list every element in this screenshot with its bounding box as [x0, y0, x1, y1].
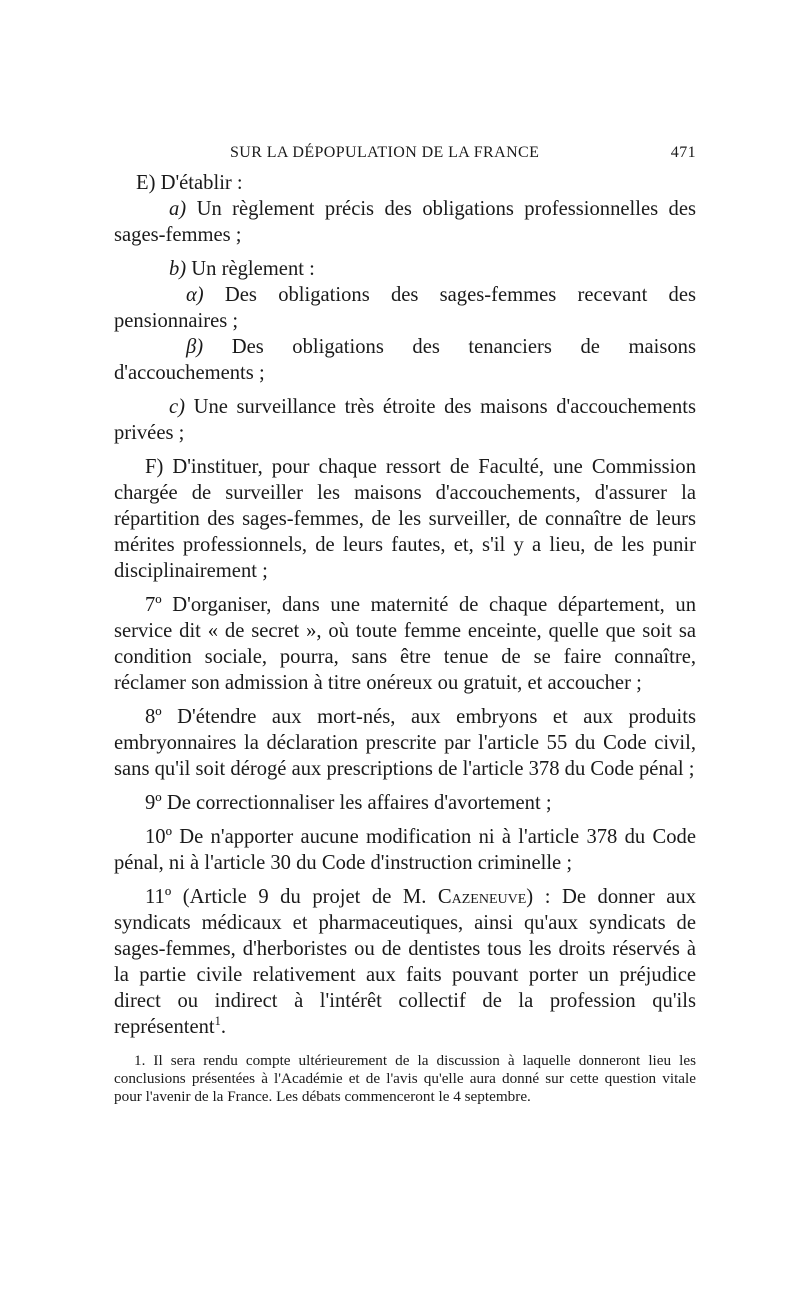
paragraph-e-a [114, 196, 696, 248]
paragraph-e-heading [114, 170, 696, 196]
item-11-prefix: 11º (Article 9 du projet de M. [145, 886, 438, 908]
footnote-text: 1. Il sera rendu compte ultérieurement de la discussion à laquelle donneront lieu les conclusions présentées à l'Académie et de l'avis qu'elle aura donné sur cette question vitale pour l'avenir de la France. Les débats commenceront le 4 septembre. [114, 1052, 696, 1105]
paragraph-f [114, 454, 696, 584]
paragraph-e-b-alpha [114, 282, 696, 334]
footnote-reference: 1 [214, 1014, 221, 1029]
e-heading-text: E) D'établir : [136, 172, 243, 194]
e-b-beta-letter: β) [186, 336, 204, 358]
f-text: F) D'instituer, pour chaque ressort de Faculté, une Commission chargée de surveiller les maisons d'accouchements, d'assurer la répartition des sages-femmes, de les surveiller, de connaître de leurs mérites professionnels, de leurs fautes, et, s'il y a lieu, de les punir disciplinairement ; [114, 456, 696, 582]
running-head-title: SUR LA DÉPOPULATION DE LA FRANCE [230, 144, 540, 161]
body-text [114, 170, 696, 1040]
paragraph-item-9 [114, 790, 696, 816]
e-a-text: Un règlement précis des obligations professionnelles des sages-femmes ; [114, 198, 696, 246]
e-b-beta-text: Des obligations des tenanciers de maisons d'accouchements ; [114, 336, 696, 384]
item-11-end: . [220, 1016, 226, 1038]
e-c-text: Une surveillance très étroite des maisons d'accouchements privées ; [114, 396, 696, 444]
page-number: 471 [670, 144, 696, 161]
paragraph-item-8 [114, 704, 696, 782]
item-9-text: 9º De correctionnaliser les affaires d'avortement ; [145, 792, 552, 814]
book-page [114, 144, 696, 1106]
paragraph-item-11 [114, 884, 696, 1040]
e-a-letter: a) [169, 198, 187, 220]
item-8-text: 8º D'étendre aux mort-nés, aux embryons et aux produits embryonnaires la déclaration prescrite par l'article 55 du Code civil, sans qu'il soit dérogé aux prescriptions de l'article 378 du Code pénal ; [114, 706, 696, 780]
item-10-text: 10º De n'apporter aucune modification ni à l'article 378 du Code pénal, ni à l'article 30 du Code d'instruction criminelle ; [114, 826, 696, 874]
item-11-author-name: Cazeneuve [437, 886, 527, 908]
e-b-letter: b) [169, 258, 187, 280]
e-b-alpha-letter: α) [186, 284, 204, 306]
footnote [114, 1052, 696, 1106]
paragraph-item-10 [114, 824, 696, 876]
e-b-text: Un règlement : [186, 258, 315, 280]
e-b-alpha-text: Des obligations des sages-femmes recevant des pensionnaires ; [114, 284, 696, 332]
paragraph-e-c [114, 394, 696, 446]
running-head [114, 144, 696, 170]
e-c-letter: c) [169, 396, 185, 418]
item-11-text: ) : De donner aux syndicats médicaux et pharmaceutiques, ainsi qu'aux syndicats de sages-femmes, d'herboristes ou de dentistes tous les droits réservés à la partie civile relativement aux faits pouvant porter un préjudice direct ou indirect à l'intérêt collectif de la profession qu'ils représentent [114, 886, 696, 1038]
paragraph-e-b-beta [114, 334, 696, 386]
item-7-text: 7º D'organiser, dans une maternité de chaque département, un service dit « de secret », où toute femme enceinte, quelle que soit sa condition sociale, pourra, sans être tenue de se faire connaître, réclamer son admission à titre onéreux ou gratuit, et accoucher ; [114, 594, 696, 694]
paragraph-item-7 [114, 592, 696, 696]
paragraph-e-b [114, 256, 696, 282]
